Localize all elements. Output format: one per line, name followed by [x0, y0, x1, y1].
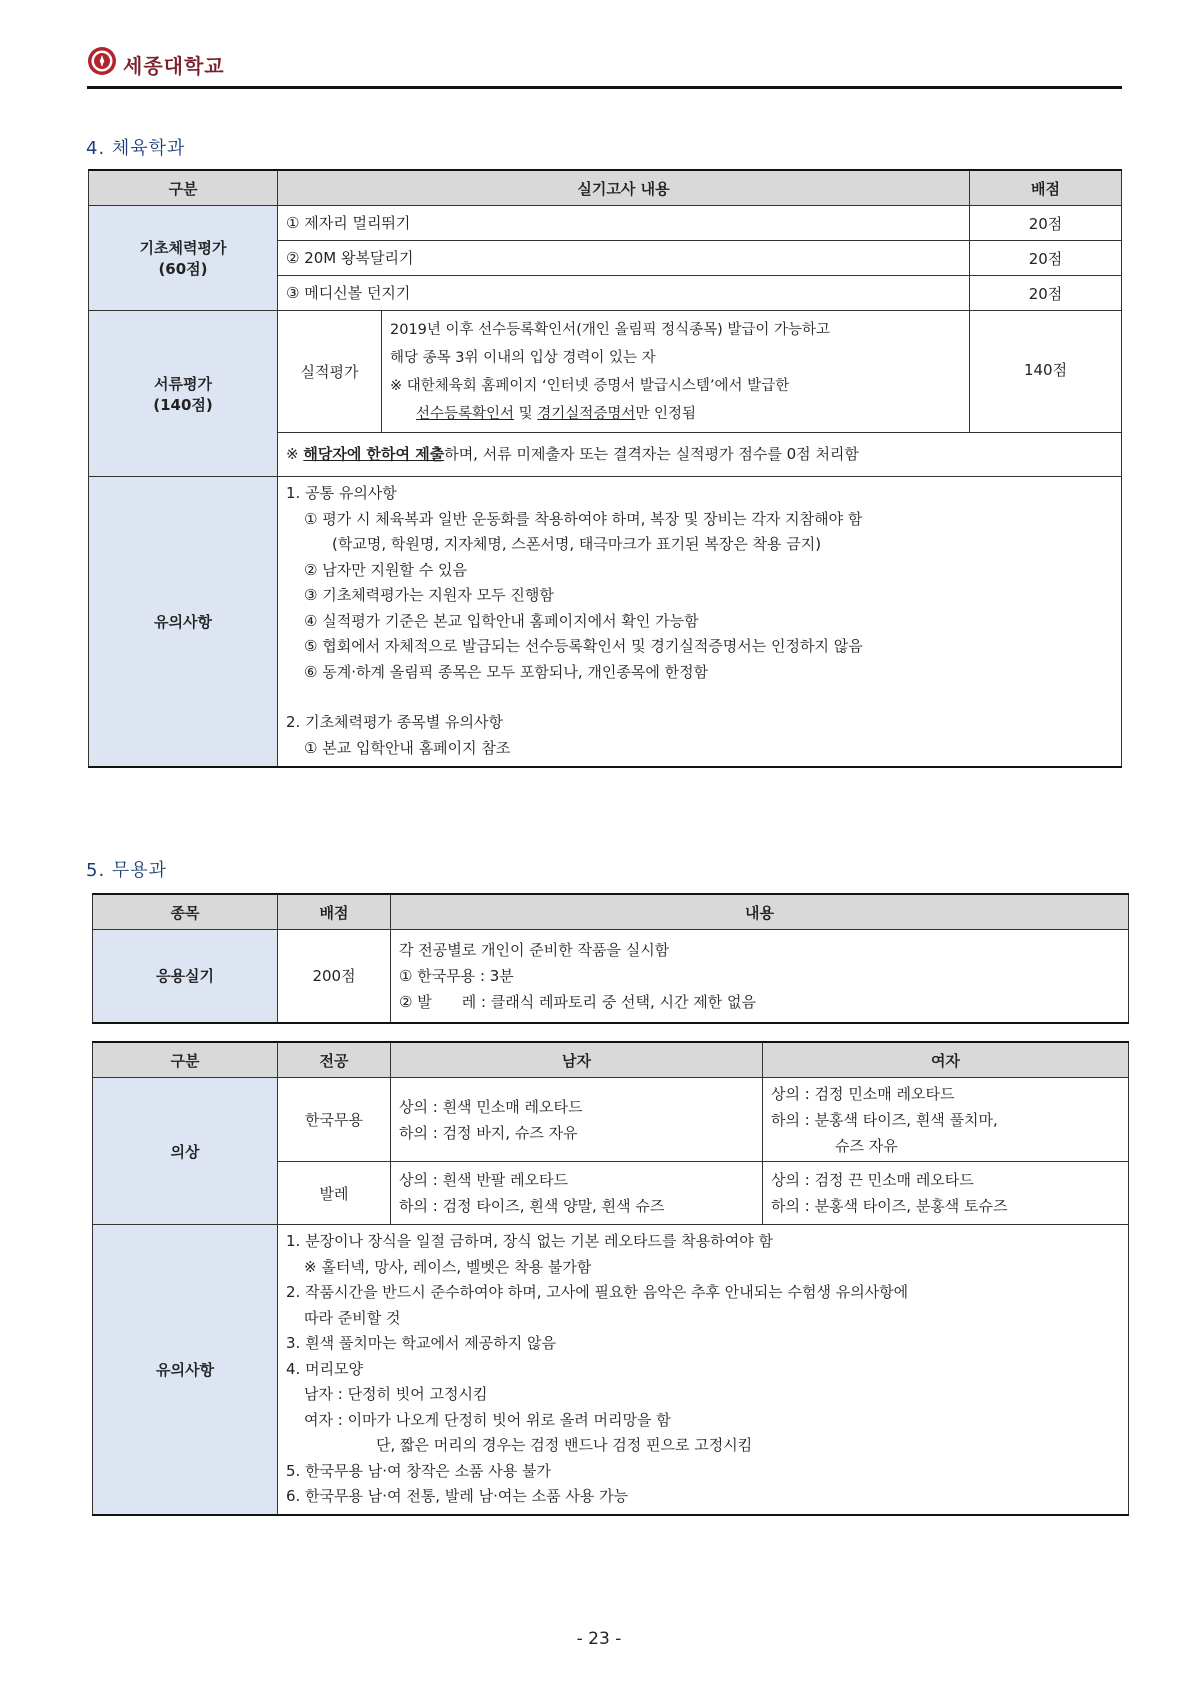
header-event: 종목: [93, 894, 278, 930]
section-title-pe: 4. 체육학과: [86, 138, 186, 159]
header-costume-category: 구분: [93, 1042, 278, 1078]
achievement-eval-label: 실적평가: [278, 311, 382, 433]
header-content: 실기고사 내용: [278, 170, 970, 206]
basic-score-2: 20점: [970, 241, 1122, 276]
basic-item-1: ① 제자리 멀리뛰기: [278, 206, 970, 241]
university-name: 세종대학교: [123, 54, 225, 78]
university-emblem-icon: [87, 46, 117, 76]
header-male: 남자: [391, 1042, 763, 1078]
header-major: 전공: [278, 1042, 391, 1078]
applied-practical-label: 응용실기: [93, 930, 278, 1023]
document-score: 140점: [970, 311, 1122, 433]
basic-item-3: ③ 메디신볼 던지기: [278, 276, 970, 311]
ballet-male-costume: 상의 : 흰색 반팔 레오타드 하의 : 검정 타이즈, 흰색 양말, 흰색 슈즈: [391, 1162, 763, 1225]
page-number: - 23 -: [576, 1629, 622, 1649]
header-category: 구분: [89, 170, 278, 206]
page-header: [87, 44, 1122, 89]
korean-female-costume: 상의 : 검정 민소매 레오타드 하의 : 분홍색 타이즈, 흰색 풀치마, 슈즈 자유: [763, 1078, 1129, 1162]
korean-male-costume: 상의 : 흰색 민소매 레오타드 하의 : 검정 바지, 슈즈 자유: [391, 1078, 763, 1162]
basic-fitness-label: 기초체력평가 (60점): [89, 206, 278, 311]
header-score: 배점: [970, 170, 1122, 206]
header-female: 여자: [763, 1042, 1129, 1078]
header-dance-content: 내용: [391, 894, 1129, 930]
costume-label: 의상: [93, 1078, 278, 1225]
pe-exam-table: [88, 169, 1122, 768]
dance-notes-label: 유의사항: [93, 1225, 278, 1515]
applied-practical-score: 200점: [278, 930, 391, 1023]
dance-notes: 1. 분장이나 장식을 일절 금하며, 장식 없는 기본 레오타드를 착용하여야 함 ※ 홀터넥, 망사, 레이스, 벨벳은 착용 불가함 2. 작품시간을 반드시 준수하여야 하며, 고사에 필요한 음악은 추후 안내되는 수험생 유의사항에 따라 준비할 것 3. 흰색 풀치마는 학교에서 제공하지 않음 4. 머리모양 남자 : 단정히 빗어 고정시킴 여자 : 이마가 나오게 단정히 빗어 위로 올려 머리망을 함 단, 짧은 머리의 경우는 검정 밴드나 검정 핀으로 고정시킴 5. 한국무용 남·여 창작은 소품 사용 불가 6. 한국무용 남·여 전통, 발레 남·여는 소품 사용 가능: [278, 1225, 1129, 1515]
section-title-dance: 5. 무용과: [86, 860, 168, 881]
basic-item-2: ② 20M 왕복달리기: [278, 241, 970, 276]
major-ballet: 발레: [278, 1162, 391, 1225]
header-dance-score: 배점: [278, 894, 391, 930]
pe-notes-label: 유의사항: [89, 477, 278, 767]
document-note: ※ 해당자에 한하여 제출하며, 서류 미제출자 또는 결격자는 실적평가 점수를 0점 처리함: [278, 433, 1122, 477]
applied-practical-content: 각 전공별로 개인이 준비한 작품을 실시함 ① 한국무용 : 3분 ② 발 레 : 클래식 레파토리 중 선택, 시간 제한 없음: [391, 930, 1129, 1023]
document-eval-label: 서류평가 (140점): [89, 311, 278, 477]
major-korean-dance: 한국무용: [278, 1078, 391, 1162]
pe-notes: 1. 공통 유의사항 ① 평가 시 체육복과 일반 운동화를 착용하여야 하며, 복장 및 장비는 각자 지참해야 함 (학교명, 학원명, 지자체명, 스폰서명, 태극마크가 표기된 복장은 착용 금지) ② 남자만 지원할 수 있음 ③ 기초체력평가는 지원자 모두 진행함 ④ 실적평가 기준은 본교 입학안내 홈페이지에서 확인 가능함 ⑤ 협회에서 자체적으로 발급되는 선수등록확인서 및 경기실적증명서는 인정하지 않음 ⑥ 동계·하계 올림픽 종목은 모두 포함되나, 개인종목에 한정함 2. 기초체력평가 종목별 유의사항 ① 본교 입학안내 홈페이지 참조: [278, 477, 1122, 767]
ballet-female-costume: 상의 : 검정 끈 민소매 레오타드 하의 : 분홍색 타이즈, 분홍색 토슈즈: [763, 1162, 1129, 1225]
dance-costume-table: [92, 1041, 1129, 1516]
achievement-eval-description: 2019년 이후 선수등록확인서(개인 올림픽 정식종목) 발급이 가능하고 해당 종목 3위 이내의 입상 경력이 있는 자 ※ 대한체육회 홈페이지 ‘인터넷 증명서 발급시스템’에서 발급한 선수등록확인서 및 경기실적증명서만 인정됨: [382, 311, 970, 433]
dance-exam-table: [92, 893, 1129, 1024]
basic-score-1: 20점: [970, 206, 1122, 241]
basic-score-3: 20점: [970, 276, 1122, 311]
